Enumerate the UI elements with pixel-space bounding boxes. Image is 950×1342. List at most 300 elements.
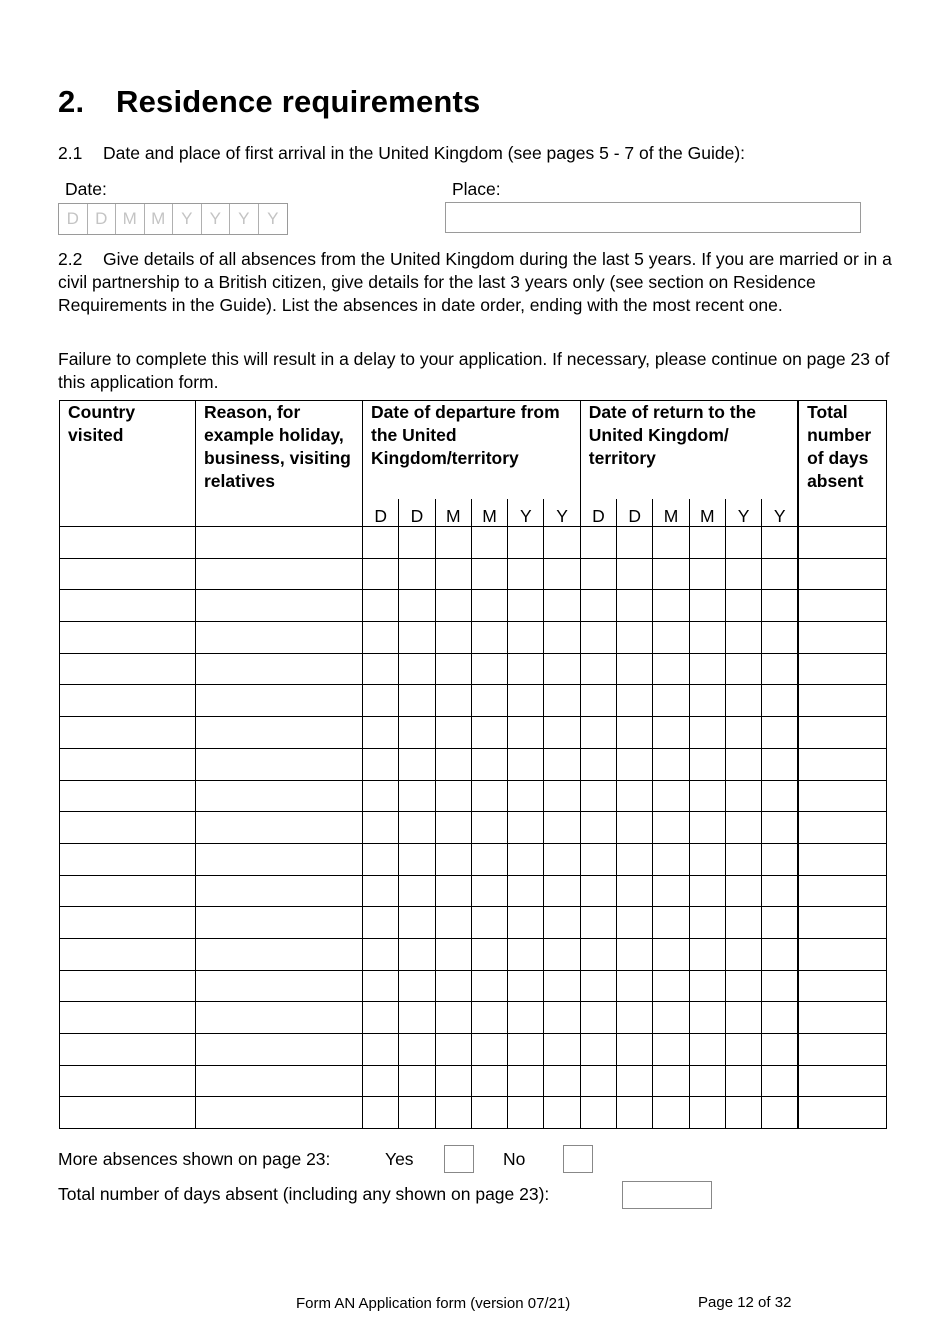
country-cell[interactable] [60,780,196,812]
return-date-cell[interactable] [689,748,725,780]
departure-date-cell[interactable] [471,685,507,717]
departure-date-cell[interactable] [363,843,399,875]
return-date-cell[interactable] [725,622,761,654]
departure-date-cell[interactable] [363,590,399,622]
reason-cell[interactable] [196,685,363,717]
departure-date-cell[interactable] [544,970,580,1002]
country-cell[interactable] [60,653,196,685]
return-date-cell[interactable] [580,748,616,780]
return-date-cell[interactable] [725,780,761,812]
return-date-cell[interactable] [617,622,653,654]
arrival-place-input[interactable] [445,202,861,233]
reason-cell[interactable] [196,527,363,559]
departure-date-cell[interactable] [363,938,399,970]
return-date-cell[interactable] [725,843,761,875]
departure-date-cell[interactable] [544,685,580,717]
departure-date-cell[interactable] [363,622,399,654]
departure-date-cell[interactable] [399,1097,435,1129]
return-date-cell[interactable] [725,685,761,717]
departure-date-cell[interactable] [471,812,507,844]
date-digit-box[interactable]: D [59,204,88,234]
return-date-cell[interactable] [580,717,616,749]
return-date-cell[interactable] [689,1002,725,1034]
total-days-cell[interactable] [798,653,886,685]
reason-cell[interactable] [196,780,363,812]
departure-date-cell[interactable] [363,748,399,780]
return-date-cell[interactable] [617,875,653,907]
departure-date-cell[interactable] [399,938,435,970]
total-days-cell[interactable] [798,590,886,622]
departure-date-cell[interactable] [508,748,544,780]
total-days-cell[interactable] [798,717,886,749]
yes-checkbox[interactable] [444,1145,474,1173]
return-date-cell[interactable] [689,685,725,717]
departure-date-cell[interactable] [363,780,399,812]
departure-date-cell[interactable] [471,653,507,685]
return-date-cell[interactable] [725,1002,761,1034]
country-cell[interactable] [60,970,196,1002]
return-date-cell[interactable] [725,1065,761,1097]
departure-date-cell[interactable] [435,938,471,970]
return-date-cell[interactable] [580,1002,616,1034]
country-cell[interactable] [60,1097,196,1129]
departure-date-cell[interactable] [508,527,544,559]
return-date-cell[interactable] [653,970,689,1002]
country-cell[interactable] [60,1034,196,1066]
country-cell[interactable] [60,622,196,654]
return-date-cell[interactable] [653,907,689,939]
return-date-cell[interactable] [617,1002,653,1034]
return-date-cell[interactable] [653,558,689,590]
departure-date-cell[interactable] [544,1097,580,1129]
departure-date-cell[interactable] [471,1002,507,1034]
return-date-cell[interactable] [725,1097,761,1129]
return-date-cell[interactable] [580,527,616,559]
departure-date-cell[interactable] [399,527,435,559]
departure-date-cell[interactable] [435,717,471,749]
departure-date-cell[interactable] [508,812,544,844]
departure-date-cell[interactable] [508,1097,544,1129]
departure-date-cell[interactable] [471,1034,507,1066]
reason-cell[interactable] [196,558,363,590]
total-days-cell[interactable] [798,1097,886,1129]
departure-date-cell[interactable] [363,970,399,1002]
departure-date-cell[interactable] [363,653,399,685]
return-date-cell[interactable] [762,1065,798,1097]
departure-date-cell[interactable] [435,527,471,559]
reason-cell[interactable] [196,1065,363,1097]
return-date-cell[interactable] [762,907,798,939]
return-date-cell[interactable] [580,907,616,939]
reason-cell[interactable] [196,875,363,907]
return-date-cell[interactable] [580,622,616,654]
departure-date-cell[interactable] [544,1034,580,1066]
country-cell[interactable] [60,1065,196,1097]
return-date-cell[interactable] [762,653,798,685]
return-date-cell[interactable] [762,685,798,717]
total-days-cell[interactable] [798,748,886,780]
return-date-cell[interactable] [725,748,761,780]
departure-date-cell[interactable] [544,717,580,749]
return-date-cell[interactable] [617,590,653,622]
return-date-cell[interactable] [725,590,761,622]
total-days-cell[interactable] [798,843,886,875]
departure-date-cell[interactable] [435,653,471,685]
country-cell[interactable] [60,717,196,749]
departure-date-cell[interactable] [471,970,507,1002]
return-date-cell[interactable] [617,1065,653,1097]
return-date-cell[interactable] [689,527,725,559]
return-date-cell[interactable] [653,843,689,875]
total-days-cell[interactable] [798,938,886,970]
departure-date-cell[interactable] [544,780,580,812]
return-date-cell[interactable] [762,938,798,970]
reason-cell[interactable] [196,717,363,749]
return-date-cell[interactable] [762,590,798,622]
departure-date-cell[interactable] [435,1002,471,1034]
total-days-cell[interactable] [798,875,886,907]
return-date-cell[interactable] [617,653,653,685]
return-date-cell[interactable] [617,527,653,559]
reason-cell[interactable] [196,590,363,622]
total-days-cell[interactable] [798,1002,886,1034]
departure-date-cell[interactable] [435,843,471,875]
return-date-cell[interactable] [653,622,689,654]
departure-date-cell[interactable] [471,527,507,559]
return-date-cell[interactable] [617,907,653,939]
return-date-cell[interactable] [725,938,761,970]
reason-cell[interactable] [196,970,363,1002]
return-date-cell[interactable] [580,558,616,590]
return-date-cell[interactable] [653,685,689,717]
departure-date-cell[interactable] [435,970,471,1002]
date-digit-box[interactable]: Y [267,209,279,228]
departure-date-cell[interactable] [399,812,435,844]
reason-cell[interactable] [196,907,363,939]
return-date-cell[interactable] [725,875,761,907]
return-date-cell[interactable] [762,843,798,875]
return-date-cell[interactable] [762,717,798,749]
departure-date-cell[interactable] [508,780,544,812]
departure-date-cell[interactable] [399,1065,435,1097]
country-cell[interactable] [60,685,196,717]
departure-date-cell[interactable] [399,780,435,812]
return-date-cell[interactable] [653,1097,689,1129]
return-date-cell[interactable] [617,685,653,717]
return-date-cell[interactable] [762,558,798,590]
date-digit-box[interactable]: Y [202,204,231,234]
departure-date-cell[interactable] [508,1065,544,1097]
departure-date-cell[interactable] [399,590,435,622]
departure-date-cell[interactable] [544,1002,580,1034]
departure-date-cell[interactable] [508,685,544,717]
departure-date-cell[interactable] [508,622,544,654]
return-date-cell[interactable] [617,717,653,749]
date-digit-box[interactable]: D [88,204,117,234]
return-date-cell[interactable] [762,622,798,654]
return-date-cell[interactable] [580,653,616,685]
return-date-cell[interactable] [725,717,761,749]
departure-date-cell[interactable] [508,843,544,875]
reason-cell[interactable] [196,1097,363,1129]
return-date-cell[interactable] [580,590,616,622]
departure-date-cell[interactable] [544,527,580,559]
return-date-cell[interactable] [653,812,689,844]
departure-date-cell[interactable] [435,590,471,622]
return-date-cell[interactable] [653,780,689,812]
return-date-cell[interactable] [762,748,798,780]
total-days-cell[interactable] [798,780,886,812]
return-date-cell[interactable] [580,780,616,812]
country-cell[interactable] [60,843,196,875]
departure-date-cell[interactable] [399,685,435,717]
country-cell[interactable] [60,748,196,780]
departure-date-cell[interactable] [399,558,435,590]
return-date-cell[interactable] [689,1097,725,1129]
return-date-cell[interactable] [689,653,725,685]
return-date-cell[interactable] [580,685,616,717]
departure-date-cell[interactable] [544,875,580,907]
departure-date-cell[interactable] [508,590,544,622]
departure-date-cell[interactable] [508,558,544,590]
return-date-cell[interactable] [580,843,616,875]
return-date-cell[interactable] [725,1034,761,1066]
return-date-cell[interactable] [617,1034,653,1066]
departure-date-cell[interactable] [399,907,435,939]
return-date-cell[interactable] [653,938,689,970]
country-cell[interactable] [60,527,196,559]
departure-date-cell[interactable] [363,1002,399,1034]
return-date-cell[interactable] [689,1034,725,1066]
departure-date-cell[interactable] [363,685,399,717]
return-date-cell[interactable] [762,970,798,1002]
return-date-cell[interactable] [580,1034,616,1066]
reason-cell[interactable] [196,653,363,685]
departure-date-cell[interactable] [544,590,580,622]
return-date-cell[interactable] [689,875,725,907]
return-date-cell[interactable] [653,653,689,685]
total-days-input[interactable] [622,1181,712,1209]
reason-cell[interactable] [196,1034,363,1066]
departure-date-cell[interactable] [399,653,435,685]
departure-date-cell[interactable] [435,1034,471,1066]
return-date-cell[interactable] [762,812,798,844]
return-date-cell[interactable] [689,938,725,970]
return-date-cell[interactable] [689,622,725,654]
country-cell[interactable] [60,812,196,844]
departure-date-cell[interactable] [363,1065,399,1097]
return-date-cell[interactable] [653,1002,689,1034]
return-date-cell[interactable] [580,970,616,1002]
date-digit-box[interactable]: Y [230,204,259,234]
departure-date-cell[interactable] [399,970,435,1002]
return-date-cell[interactable] [653,748,689,780]
return-date-cell[interactable] [617,970,653,1002]
reason-cell[interactable] [196,622,363,654]
departure-date-cell[interactable] [399,1002,435,1034]
date-digit-box[interactable]: M [116,204,145,234]
reason-cell[interactable] [196,812,363,844]
return-date-cell[interactable] [762,1097,798,1129]
country-cell[interactable] [60,590,196,622]
return-date-cell[interactable] [725,907,761,939]
return-date-cell[interactable] [762,527,798,559]
departure-date-cell[interactable] [435,907,471,939]
total-days-cell[interactable] [798,907,886,939]
return-date-cell[interactable] [725,812,761,844]
reason-cell[interactable] [196,1002,363,1034]
departure-date-cell[interactable] [544,622,580,654]
departure-date-cell[interactable] [435,780,471,812]
reason-cell[interactable] [196,938,363,970]
return-date-cell[interactable] [689,970,725,1002]
departure-date-cell[interactable] [544,938,580,970]
departure-date-cell[interactable] [508,1002,544,1034]
return-date-cell[interactable] [617,843,653,875]
departure-date-cell[interactable] [471,780,507,812]
departure-date-cell[interactable] [508,875,544,907]
departure-date-cell[interactable] [508,653,544,685]
return-date-cell[interactable] [653,527,689,559]
departure-date-cell[interactable] [363,558,399,590]
departure-date-cell[interactable] [544,748,580,780]
return-date-cell[interactable] [580,938,616,970]
departure-date-cell[interactable] [508,938,544,970]
departure-date-cell[interactable] [399,717,435,749]
return-date-cell[interactable] [762,1034,798,1066]
total-days-cell[interactable] [798,685,886,717]
return-date-cell[interactable] [580,812,616,844]
departure-date-cell[interactable] [363,875,399,907]
departure-date-cell[interactable] [544,558,580,590]
departure-date-cell[interactable] [399,875,435,907]
departure-date-cell[interactable] [471,843,507,875]
total-days-cell[interactable] [798,1065,886,1097]
departure-date-cell[interactable] [363,907,399,939]
departure-date-cell[interactable] [363,1097,399,1129]
return-date-cell[interactable] [653,717,689,749]
return-date-cell[interactable] [725,527,761,559]
return-date-cell[interactable] [617,812,653,844]
departure-date-cell[interactable] [363,812,399,844]
date-digit-box[interactable]: Y [173,204,202,234]
country-cell[interactable] [60,907,196,939]
departure-date-cell[interactable] [508,1034,544,1066]
total-days-cell[interactable] [798,558,886,590]
departure-date-cell[interactable] [508,717,544,749]
departure-date-cell[interactable] [399,843,435,875]
departure-date-cell[interactable] [363,1034,399,1066]
departure-date-cell[interactable] [471,1097,507,1129]
departure-date-cell[interactable] [471,558,507,590]
departure-date-cell[interactable] [544,907,580,939]
return-date-cell[interactable] [725,653,761,685]
date-digit-box[interactable]: M [145,204,174,234]
return-date-cell[interactable] [725,558,761,590]
departure-date-cell[interactable] [399,748,435,780]
return-date-cell[interactable] [689,1065,725,1097]
return-date-cell[interactable] [689,843,725,875]
return-date-cell[interactable] [725,970,761,1002]
total-days-cell[interactable] [798,527,886,559]
departure-date-cell[interactable] [471,717,507,749]
departure-date-cell[interactable] [471,748,507,780]
departure-date-cell[interactable] [471,907,507,939]
departure-date-cell[interactable] [544,653,580,685]
departure-date-cell[interactable] [435,748,471,780]
total-days-cell[interactable] [798,622,886,654]
departure-date-cell[interactable] [399,1034,435,1066]
return-date-cell[interactable] [762,875,798,907]
departure-date-cell[interactable] [471,590,507,622]
departure-date-cell[interactable] [508,907,544,939]
country-cell[interactable] [60,875,196,907]
reason-cell[interactable] [196,843,363,875]
departure-date-cell[interactable] [435,685,471,717]
total-days-cell[interactable] [798,970,886,1002]
departure-date-cell[interactable] [435,1097,471,1129]
departure-date-cell[interactable] [435,812,471,844]
return-date-cell[interactable] [762,780,798,812]
departure-date-cell[interactable] [363,527,399,559]
departure-date-cell[interactable] [508,970,544,1002]
departure-date-cell[interactable] [435,1065,471,1097]
return-date-cell[interactable] [689,717,725,749]
country-cell[interactable] [60,558,196,590]
return-date-cell[interactable] [689,558,725,590]
delay-warning: Failure to complete this will result in a delay to your application. If necessary, please continue on page 23 of this application form. [58,349,890,392]
return-date-cell[interactable] [580,875,616,907]
return-date-cell[interactable] [617,1097,653,1129]
return-date-cell[interactable] [653,590,689,622]
departure-date-cell[interactable] [435,875,471,907]
departure-date-cell[interactable] [544,1065,580,1097]
departure-date-cell[interactable] [544,843,580,875]
total-days-cell[interactable] [798,1034,886,1066]
country-cell[interactable] [60,938,196,970]
table-row [60,875,887,907]
return-date-cell[interactable] [580,1097,616,1129]
return-date-cell[interactable] [617,938,653,970]
return-date-cell[interactable] [689,590,725,622]
return-date-cell[interactable] [617,780,653,812]
departure-date-cell[interactable] [471,1065,507,1097]
departure-date-cell[interactable] [544,812,580,844]
no-checkbox[interactable] [563,1145,593,1173]
return-date-cell[interactable] [580,1065,616,1097]
return-date-cell[interactable] [653,1034,689,1066]
departure-date-cell[interactable] [435,622,471,654]
departure-date-cell[interactable] [471,622,507,654]
departure-date-cell[interactable] [471,875,507,907]
departure-date-cell[interactable] [363,717,399,749]
departure-date-cell[interactable] [399,622,435,654]
departure-date-cell[interactable] [471,938,507,970]
total-days-cell[interactable] [798,812,886,844]
return-date-cell[interactable] [653,875,689,907]
arrival-date-field[interactable] [58,203,288,235]
return-date-cell[interactable] [762,1002,798,1034]
return-date-cell[interactable] [617,558,653,590]
return-date-cell[interactable] [653,1065,689,1097]
return-date-cell[interactable] [689,907,725,939]
country-cell[interactable] [60,1002,196,1034]
return-date-cell[interactable] [689,812,725,844]
departure-date-cell[interactable] [435,558,471,590]
return-date-cell[interactable] [689,780,725,812]
reason-cell[interactable] [196,748,363,780]
return-date-cell[interactable] [617,748,653,780]
